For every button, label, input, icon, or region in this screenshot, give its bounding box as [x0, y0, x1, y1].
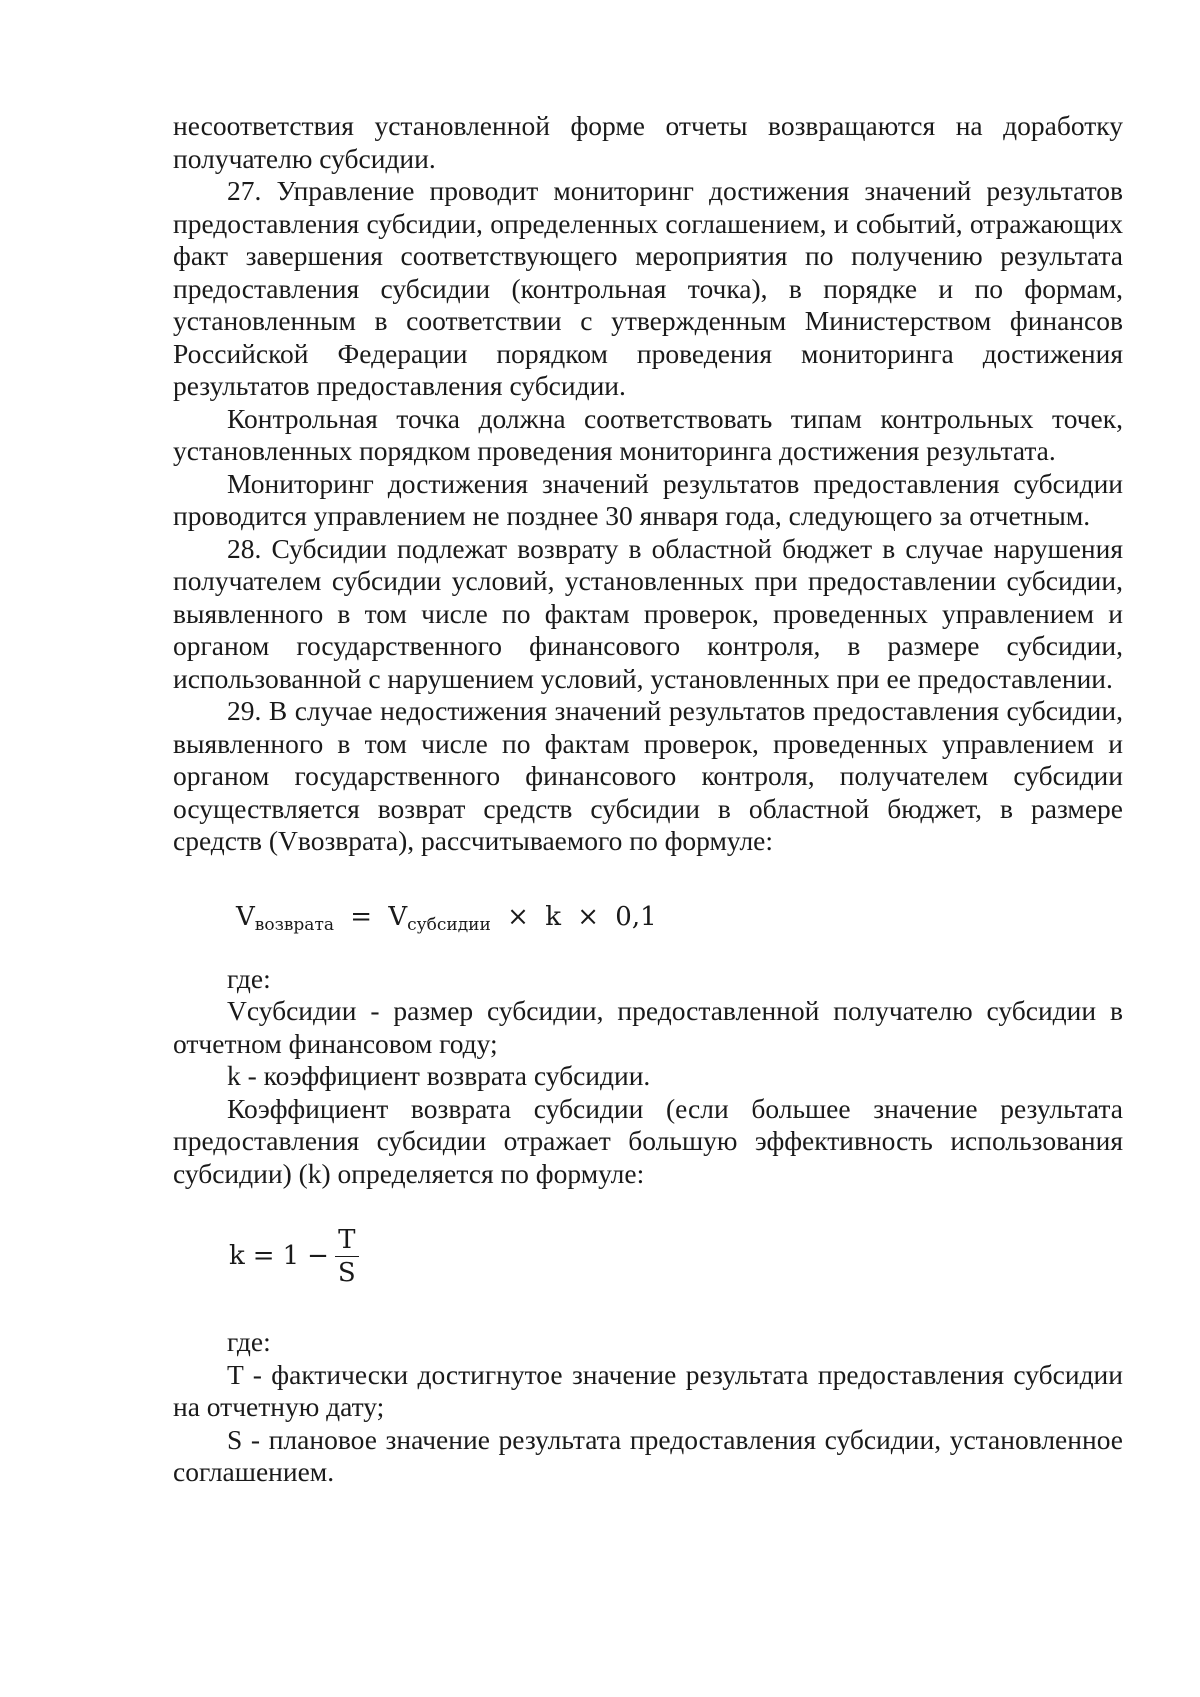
formula2-numerator: T: [338, 1224, 356, 1255]
formula2-one: 1: [282, 1240, 300, 1271]
formula-const: 0,1: [615, 901, 657, 932]
formula-coefficient: [229, 1216, 1123, 1296]
where-label-2: где:: [227, 1326, 271, 1357]
document-page: [173, 110, 1123, 1489]
paragraph-continuation: несоответствия установленной форме отчеты возвращаются на доработку получателю субсидии.: [173, 110, 1123, 174]
formula2-lhs: k: [229, 1240, 245, 1271]
definition-t: T - фактически достигнутое значение результата предоставления субсидии на отчетную дату;: [173, 1358, 1123, 1422]
paragraph-monitoring: Мониторинг достижения значений результатов предоставления субсидии проводится управлением не позднее 30 января года, следующего за отчетным.: [173, 467, 1123, 531]
formula-times-2: ×: [577, 901, 600, 932]
paragraph-27: 27. Управление проводит мониторинг достижения значений результатов предоставления субсидии, определенных соглашением, и событий, отражающих факт завершения соответствующего мероприятия по получению результата предоставления субсидии (контрольная точка), в порядке и по формам, установленным в соответствии с утвержденным Министерством финансов Российской Федерации порядком проведения мониторинга достижения результатов предоставления субсидии.: [173, 175, 1123, 401]
formula-times-1: ×: [507, 901, 529, 932]
paragraph-control-point: Контрольная точка должна соответствовать типам контрольных точек, установленных порядком проведения мониторинга достижения результата.: [173, 402, 1123, 466]
formula-rhs-sub: субсидии: [407, 914, 491, 935]
paragraph-coefficient: Коэффициент возврата субсидии (если большее значение результата предоставления субсидии отражает большую эффективность использования субсидии) (k) определяется по формуле:: [173, 1092, 1123, 1189]
formula-equals: =: [350, 901, 373, 932]
formula2-denominator: S: [335, 1256, 359, 1289]
formula2-equals: =: [252, 1240, 275, 1271]
paragraph-29: 29. В случае недостижения значений результатов предоставления субсидии, выявленного в том числе по фактам проверок, проведенных управлением и органом государственного финансового контроля, получателем субсидии осуществляется возврат средств субсидии в областной бюджет, в размере средств (Vвозврата), рассчитываемого по формуле:: [173, 695, 1123, 856]
formula2-fraction: [335, 1224, 359, 1289]
formula-rhs-var: V: [388, 901, 408, 932]
formula-k: k: [545, 901, 561, 932]
definition-k: k - коэффициент возврата субсидии.: [227, 1060, 651, 1091]
formula-lhs-sub: возврата: [254, 914, 334, 935]
paragraph-28: 28. Субсидии подлежат возврату в областной бюджет в случае нарушения получателем субсидии условий, установленных при предоставлении субсидии, выявленного в том числе по фактам проверок, проведенных управлением и органом государственного финансового контроля, в размере субсидии, использованной с нарушением условий, установленных при ее предоставлении.: [173, 532, 1123, 694]
formula-return-amount: [236, 897, 1123, 937]
definition-v-subsidy: Vсубсидии - размер субсидии, предоставленной получателю субсидии в отчетном финансовом году;: [173, 995, 1123, 1059]
formula-lhs-var: V: [236, 901, 255, 932]
where-label-1: где:: [227, 962, 271, 994]
formula2-minus: −: [307, 1240, 329, 1271]
definition-s: S - плановое значение результата предоставления субсидии, установленное соглашением.: [173, 1423, 1123, 1487]
